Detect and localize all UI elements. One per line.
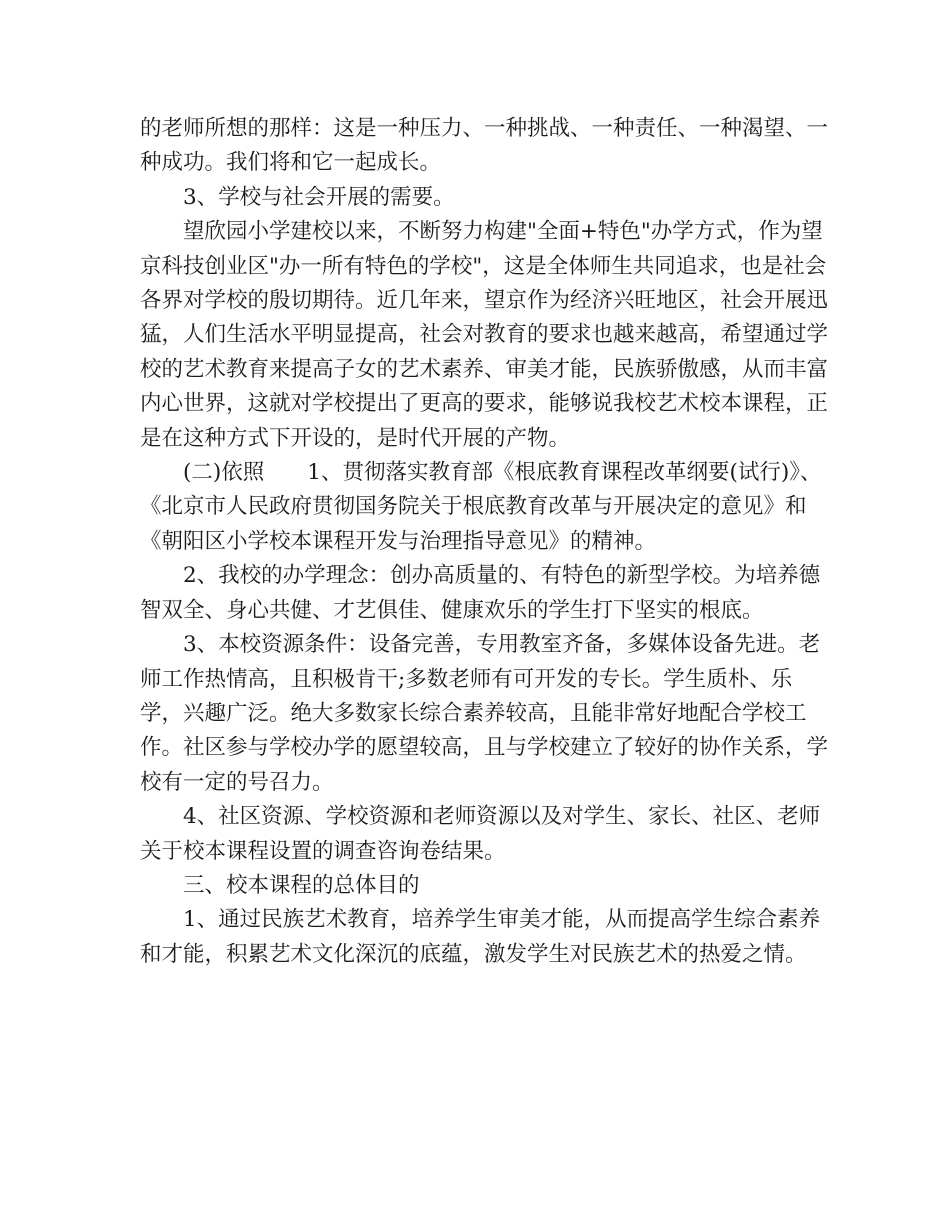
section-heading-goals: 三、校本课程的总体目的 [183,872,420,898]
document-body [140,112,830,972]
paragraph-continuation: 的老师所想的那样：这是一种压力、一种挑战、一种责任、一种渴望、一种成功。我们将和它一起成长。 [140,116,829,176]
paragraph-school-resources: 3、本校资源条件：设备完善，专用教室齐备，多媒体设备先进。老师工作热情高，且积极肯干;多数老师有可开发的专长。学生质朴、乐学，兴趣广泛。绝大多数家长综合素养较高，且能非常好地配合学校工作。社区参与学校办学的愿望较高，且与学校建立了较好的协作关系，学校有一定的号召力。 [140,632,829,795]
paragraph-basis: (二)依照 1、贯彻落实教育部《根底教育课程改革纲要(试行)》、《北京市人民政府贯彻国务院关于根底教育改革与开展决定的意见》和《朝阳区小学校本课程开发与治理指导意见》的精神。 [140,460,822,554]
paragraph-school-background: 望欣园小学建校以来，不断努力构建"全面+特色"办学方式，作为望京科技创业区"办一所有特色的学校"，这是全体师生共同追求，也是社会各界对学校的殷切期待。近几年来，望京作为经济兴旺地区，社会开展迅猛，人们生活水平明显提高，社会对教育的要求也越来越高，希望通过学校的艺术教育来提高子女的艺术素养、审美才能，民族骄傲感，从而丰富内心世界，这就对学校提出了更高的要求，能够说我校艺术校本课程，正是在这种方式下开设的，是时代开展的产物。 [140,219,829,451]
paragraph-heading-social-needs: 3、学校与社会开展的需要。 [183,184,455,210]
paragraph-community-resources: 4、社区资源、学校资源和老师资源以及对学生、家长、社区、老师关于校本课程设置的调查咨询卷结果。 [140,804,821,864]
paragraph-school-philosophy: 2、我校的办学理念：创办高质量的、有特色的新型学校。为培养德智双全、身心共健、才艺俱佳、健康欢乐的学生打下坚实的根底。 [140,563,821,623]
paragraph-goal-1: 1、通过民族艺术教育，培养学生审美才能，从而提高学生综合素养和才能，积累艺术文化深沉的底蕴，激发学生对民族艺术的热爱之情。 [140,907,821,967]
